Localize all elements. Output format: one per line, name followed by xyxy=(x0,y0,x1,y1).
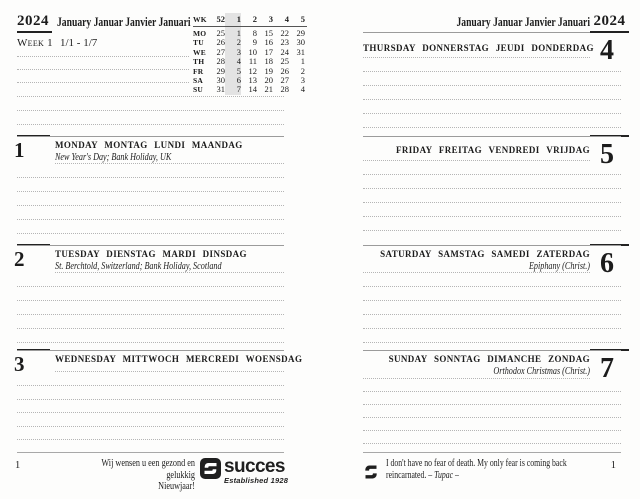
cal-cell: 13 xyxy=(248,74,257,85)
cal-cell: 52 xyxy=(216,14,225,24)
ruled-line xyxy=(363,430,621,431)
cal-header-row xyxy=(193,15,307,24)
ruled-line xyxy=(55,163,284,164)
cal-cell: 10 xyxy=(248,46,257,57)
ruled-line xyxy=(55,272,284,273)
cal-cell: 4 xyxy=(236,56,241,67)
cal-cell: 30 xyxy=(296,37,305,48)
day-names: FRIDAY FREITAG VENDREDI VRIJDAG xyxy=(395,145,590,155)
ruled-line xyxy=(17,328,284,329)
day-number: 7 xyxy=(600,353,614,384)
cal-cell: 11 xyxy=(248,56,257,67)
cal-cell: 2 xyxy=(300,65,305,76)
ruled-line xyxy=(55,371,284,372)
week-range: 1/1 - 1/7 xyxy=(59,37,98,49)
day-divider xyxy=(363,350,621,351)
cal-cell: 26 xyxy=(280,65,289,76)
header-rule xyxy=(363,32,590,33)
cal-cell: 16 xyxy=(264,37,273,48)
cal-cell: 3 xyxy=(236,46,241,57)
cal-cell: 22 xyxy=(280,28,289,38)
cal-cell: 28 xyxy=(216,56,225,67)
cal-cell: WE xyxy=(193,47,206,57)
cal-cell: 14 xyxy=(248,84,257,95)
succes-logo-icon xyxy=(200,458,221,484)
week-label-line xyxy=(17,37,97,49)
year-underline xyxy=(17,31,52,33)
cal-cell: 27 xyxy=(216,46,225,57)
day-names: SATURDAY SAMSTAG SAMEDI ZATERDAG xyxy=(380,249,590,259)
cal-header-rule xyxy=(193,26,307,27)
ruled-line xyxy=(363,272,590,273)
page-number: 1 xyxy=(610,460,616,471)
ruled-line xyxy=(17,69,189,70)
footer-message xyxy=(82,458,195,493)
day-number: 2 xyxy=(14,247,25,271)
cal-cell: 21 xyxy=(264,84,273,95)
ruled-line xyxy=(17,439,284,440)
cal-cell: 19 xyxy=(264,65,273,76)
ruled-line xyxy=(17,286,284,287)
footer-divider xyxy=(363,452,621,453)
cal-cell: 24 xyxy=(280,46,289,57)
ruled-line xyxy=(363,188,621,189)
day-names: TUESDAY DIENSTAG MARDI DINSDAG xyxy=(55,249,247,259)
ruled-line xyxy=(17,385,284,386)
succes-logo xyxy=(200,458,288,485)
cal-cell: 15 xyxy=(264,28,273,38)
holiday-label: Epiphany (Christ.) xyxy=(528,260,590,272)
cal-cell: 1 xyxy=(236,28,241,38)
ruled-line xyxy=(363,378,590,379)
cal-cell: 25 xyxy=(280,56,289,67)
cal-row xyxy=(193,85,307,94)
ruled-line xyxy=(363,85,621,86)
day-names: THURSDAY DONNERSTAG JEUDI DONDERDAG xyxy=(363,43,594,53)
cal-cell: 31 xyxy=(216,84,225,95)
left-page xyxy=(14,0,318,499)
day-number: 4 xyxy=(600,35,614,66)
ruled-line xyxy=(17,412,284,413)
cal-cell: 3 xyxy=(300,74,305,85)
ruled-line xyxy=(17,177,284,178)
ruled-line xyxy=(363,417,621,418)
day-number: 5 xyxy=(600,139,614,170)
year-label: 2024 xyxy=(17,13,49,29)
holiday-label: Orthodox Christmas (Christ.) xyxy=(493,365,590,377)
cal-cell: 8 xyxy=(252,28,257,38)
ruled-line xyxy=(363,57,590,58)
cal-body xyxy=(193,29,307,95)
day-number: 6 xyxy=(600,248,614,279)
day-number: 1 xyxy=(14,138,25,162)
cal-cell: 5 xyxy=(300,14,305,24)
ruled-line xyxy=(363,202,621,203)
cal-row xyxy=(193,29,307,38)
footer-message-line1: Wij wensen u een gezond en gelukkig xyxy=(101,458,195,481)
cal-cell: 25 xyxy=(216,28,225,38)
ruled-line xyxy=(17,399,284,400)
ruled-line xyxy=(17,426,284,427)
footer-divider xyxy=(17,452,284,453)
cal-cell: 4 xyxy=(300,84,305,95)
page-number: 1 xyxy=(15,460,21,471)
cal-cell: MO xyxy=(193,29,207,38)
day-divider xyxy=(363,245,621,246)
ruled-line xyxy=(363,113,621,114)
ruled-line xyxy=(363,286,621,287)
quote-text xyxy=(386,458,567,481)
day-number: 3 xyxy=(14,352,25,376)
cal-cell: 1 xyxy=(236,14,241,24)
cal-cell: 2 xyxy=(252,14,257,24)
day-names: MONDAY MONTAG LUNDI MAANDAG xyxy=(55,140,243,150)
ruled-line xyxy=(363,443,621,444)
quote-line2-prefix: reincarnated. – xyxy=(386,469,433,481)
ruled-line xyxy=(363,230,621,231)
day-divider xyxy=(17,245,284,246)
day-divider xyxy=(363,136,621,137)
ruled-line xyxy=(363,99,621,100)
cal-cell: 1 xyxy=(300,56,305,67)
holiday-label: St. Berchtold, Switzerland; Bank Holiday, Scotland xyxy=(55,260,222,272)
quote-line1: I don't have no fear of death. My only fear is coming back xyxy=(386,458,567,469)
ruled-line xyxy=(363,174,621,175)
ruled-line xyxy=(363,314,621,315)
cal-cell: 3 xyxy=(268,14,273,24)
ruled-line xyxy=(17,300,284,301)
day-divider xyxy=(17,136,284,137)
week-label: Week 1 xyxy=(17,37,53,49)
succes-s-icon xyxy=(363,464,379,485)
cal-cell: FR xyxy=(193,66,204,76)
cal-cell: WK xyxy=(193,15,207,24)
ruled-line xyxy=(17,205,284,206)
cal-cell: TU xyxy=(193,38,204,48)
ruled-line xyxy=(363,328,621,329)
cal-cell: 27 xyxy=(280,74,289,85)
cal-cell: 5 xyxy=(236,65,241,76)
cal-cell: 31 xyxy=(296,46,305,57)
cal-cell: SA xyxy=(193,75,203,85)
ruled-line xyxy=(363,160,590,161)
succes-wordmark: succes xyxy=(224,456,285,477)
ruled-line xyxy=(17,82,189,83)
ruled-line xyxy=(363,71,621,72)
year-underline xyxy=(590,31,629,33)
cal-cell: 26 xyxy=(216,37,225,48)
cal-cell: 6 xyxy=(236,74,241,85)
cal-cell: 7 xyxy=(236,84,241,95)
month-names: January Januar Janvier Januari xyxy=(456,14,590,29)
succes-established: Established 1928 xyxy=(224,476,289,485)
cal-cell: 18 xyxy=(264,56,273,67)
quote-line2-suffix: – xyxy=(455,469,459,481)
cal-cell: 17 xyxy=(264,46,273,57)
right-page xyxy=(350,0,630,499)
cal-cell: 9 xyxy=(252,37,257,48)
cal-cell: 12 xyxy=(248,65,257,76)
footer-message-line2: Nieuwjaar! xyxy=(158,481,195,492)
ruled-line xyxy=(363,404,621,405)
cal-cell: 29 xyxy=(216,65,225,76)
ruled-line xyxy=(17,110,284,111)
holiday-label: New Year's Day; Bank Holiday, UK xyxy=(55,151,172,163)
succes-logo-text xyxy=(224,458,288,485)
ruled-line xyxy=(17,96,284,97)
quote-line2 xyxy=(386,470,549,482)
ruled-line xyxy=(363,216,621,217)
ruled-line xyxy=(363,342,621,343)
day-names: WEDNESDAY MITTWOCH MERCREDI WOENSDAG xyxy=(55,354,303,364)
ruled-line xyxy=(17,56,189,57)
day-divider xyxy=(17,350,284,351)
ruled-line xyxy=(17,191,284,192)
cal-cell: 4 xyxy=(284,14,289,24)
year-label: 2024 xyxy=(593,13,626,29)
cal-cell: 20 xyxy=(264,74,273,85)
ruled-line xyxy=(363,127,621,128)
month-names: January Januar Janvier Januari xyxy=(57,14,191,29)
cal-cell: 2 xyxy=(236,37,241,48)
ruled-line xyxy=(17,219,284,220)
cal-cell: TH xyxy=(193,57,205,67)
day-names: SUNDAY SONNTAG DIMANCHE ZONDAG xyxy=(388,354,590,364)
ruled-line xyxy=(17,124,284,125)
cal-cell: SU xyxy=(193,85,203,95)
ruled-line xyxy=(363,391,621,392)
ruled-line xyxy=(363,300,621,301)
ruled-line xyxy=(17,342,284,343)
cal-cell: 23 xyxy=(280,37,289,48)
quote-attribution: Tupac xyxy=(434,469,454,481)
ruled-line xyxy=(17,233,284,234)
cal-cell: 29 xyxy=(296,28,305,38)
cal-cell: 28 xyxy=(280,84,289,95)
ruled-line xyxy=(17,314,284,315)
cal-cell: 30 xyxy=(216,74,225,85)
